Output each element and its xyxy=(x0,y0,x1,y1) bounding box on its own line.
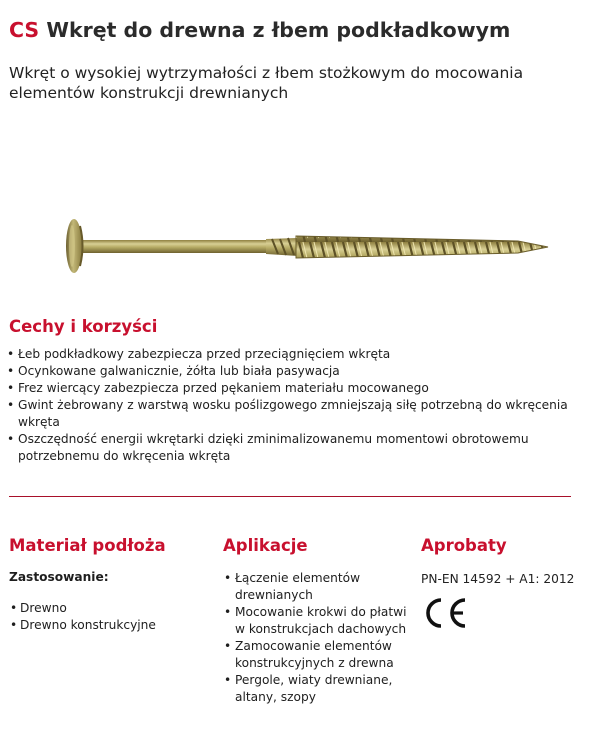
list-item: • Łączenie elementów drewnianych xyxy=(223,570,413,604)
list-item: • Zamocowanie elementów konstrukcyjnych z drewna xyxy=(223,638,413,672)
substrate-column xyxy=(9,536,209,634)
features-heading: Cechy i korzyści xyxy=(9,317,158,336)
screw-image xyxy=(66,218,550,278)
substrate-heading: Materiał podłoża xyxy=(9,536,166,555)
applications-column xyxy=(223,536,413,706)
usage-label: Zastosowanie: xyxy=(9,570,109,584)
product-description: Wkręt o wysokiej wytrzymałości z łbem stożkowym do mocowania elementów konstrukcji drewnianych xyxy=(9,64,524,102)
list-item: • Oszczędność energii wkrętarki dzięki zminimalizowanemu momentowi obrotowemu potrzebnemu do wkręcenia wkręta xyxy=(6,431,576,465)
list-item: • Mocowanie krokwi do płatwi w konstrukcjach dachowych xyxy=(223,604,413,638)
list-item: • Drewno xyxy=(9,600,209,617)
page-title xyxy=(9,18,510,42)
approval-standard: PN-EN 14592 + A1: 2012 xyxy=(421,572,575,586)
list-item: • Ocynkowane galwanicznie, żółta lub biała pasywacja xyxy=(6,363,576,380)
applications-heading: Aplikacje xyxy=(223,536,308,555)
section-divider xyxy=(9,496,571,497)
list-item: • Łeb podkładkowy zabezpiecza przed przeciągnięciem wkręta xyxy=(6,346,576,363)
product-code: CS xyxy=(9,18,40,42)
list-item: • Drewno konstrukcyjne xyxy=(9,617,209,634)
substrate-list xyxy=(9,600,209,634)
applications-list xyxy=(223,570,413,706)
list-item: • Gwint żebrowany z warstwą wosku poślizgowego zmniejszają siłę potrzebną do wkręcenia wkręta xyxy=(6,397,576,431)
list-item: • Pergole, wiaty drewniane, altany, szopy xyxy=(223,672,413,706)
features-list xyxy=(6,346,576,465)
product-name: Wkręt do drewna z łbem podkładkowym xyxy=(46,18,511,42)
approvals-column xyxy=(421,536,596,634)
list-item: • Frez wiercący zabezpiecza przed pękaniem materiału mocowanego xyxy=(6,380,576,397)
ce-mark-icon xyxy=(423,596,469,630)
approvals-heading: Aprobaty xyxy=(421,536,507,555)
